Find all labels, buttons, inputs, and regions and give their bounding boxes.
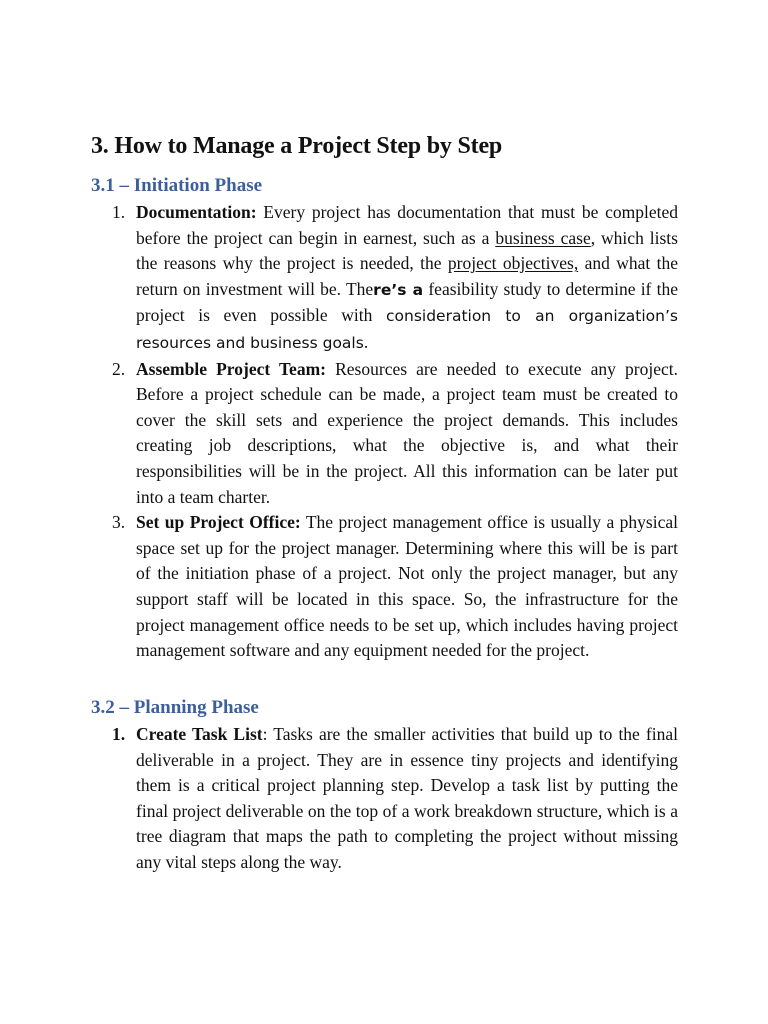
section-heading-initiation: 3.1 – Initiation Phase [91, 175, 263, 196]
business-case-link[interactable]: business case [495, 227, 591, 248]
planning-steps-list [91, 722, 678, 876]
list-item-text: : Tasks are the smaller activities that build up to the final deliverable in a project. They are in essence tiny projects and identifying them is a critical project planning step. Develop a task list by putting the final project deliverable on the top of a work breakdown structure, which is a tree diagram that maps the path to completing the project without missing any vital steps along the way. [136, 724, 678, 872]
list-item-number: 1. [112, 202, 126, 222]
list-item [91, 722, 678, 876]
list-item-text: , which lists the reasons why the project is needed, the [136, 227, 678, 274]
page-title: 3. How to Manage a Project Step by Step [91, 133, 503, 159]
list-item [91, 510, 678, 664]
list-item-text: Resources are needed to execute any project. Before a project schedule can be made, a project team must be created to cover the skill sets and experience the project demands. This includes creating job descriptions, what the objective is, and what their responsibilities will be in the project. All this information can be later put into a team charter. [136, 358, 679, 507]
list-item-term: Assemble Project Team: [136, 358, 326, 379]
list-item-number: 2. [112, 358, 126, 379]
list-item-number: 1. [112, 724, 126, 744]
list-item-text: . [363, 331, 369, 352]
list-item-text: feasibility study to determine if the project is even possible with [136, 278, 678, 326]
list-item [91, 200, 678, 357]
list-item-term: Set up Project Office: [136, 512, 301, 533]
list-item-text: The project management office is usually a physical space set up for the project manager. Determining where this will be is part of the initiation phase of a project. Not only the project manager, but any support staff will be located in this space. So, the infrastructure for the project management office needs to be set up, which includes having project management software and any equipment needed for the project. [136, 512, 678, 661]
list-item-term: Documentation: [136, 202, 257, 222]
list-item-text: Every project has documentation that must be completed before the project can begin in earnest, such as a [136, 202, 678, 248]
list-item-text: consideration to an organization’s resources and business goals [136, 307, 678, 352]
list-item-text: re’s a [373, 280, 424, 299]
section-heading-planning: 3.2 – Planning Phase [91, 697, 259, 718]
project-objectives-link[interactable]: project objectives, [447, 253, 579, 274]
list-item [91, 357, 678, 511]
list-item-term: Create Task List [136, 724, 263, 744]
list-item-text: and what the return on investment will be. The [136, 253, 678, 299]
list-item-number: 3. [112, 512, 126, 533]
initiation-steps-list [91, 200, 678, 664]
